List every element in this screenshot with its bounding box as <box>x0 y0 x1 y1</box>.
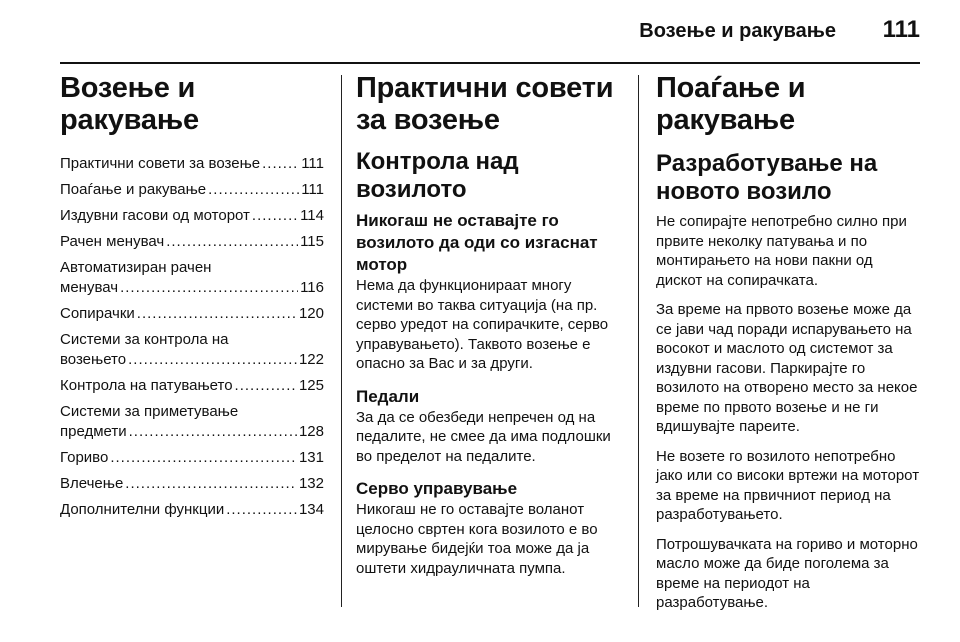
toc-entry-row <box>60 474 324 494</box>
toc-entry-page: 111 <box>301 181 324 198</box>
page-header <box>0 0 960 60</box>
toc-entry-row <box>60 350 324 370</box>
toc-leader-dots <box>129 422 297 442</box>
toc-leader-dots <box>208 180 299 200</box>
toc-entry[interactable] <box>60 258 324 298</box>
toc-entry-page: 125 <box>298 377 324 394</box>
column-divider-2 <box>638 75 639 607</box>
toc-entry[interactable] <box>60 474 324 494</box>
toc-entry-label-line: Системи за приметување <box>60 403 239 420</box>
toc-entry-row <box>60 422 324 442</box>
toc-entry[interactable] <box>60 232 324 252</box>
toc-entry[interactable] <box>60 376 324 396</box>
toc-entry-label: Гориво <box>60 449 109 466</box>
toc-entry-row <box>60 206 324 226</box>
paragraph-4: Потрошувачката на гориво и моторно масло може да биде поголема за време на периодот на разработување. <box>656 535 918 611</box>
toc-entry-row <box>60 180 324 200</box>
toc-leader-dots <box>125 474 297 494</box>
toc-entry-row <box>60 278 324 298</box>
toc-entry-label-line: Системи за контрола на <box>60 331 229 348</box>
heading-vehicle-control: Контрола над возилото <box>356 148 519 203</box>
toc-entry-row <box>60 304 324 324</box>
toc-entry[interactable] <box>60 500 324 520</box>
text-power-steering: Никогаш не го оставајте воланот целосно свртен кога возилото е во мирување бидејќи тоа може да ја оштети хидрауличната пумпа. <box>356 501 598 577</box>
toc-entry-row <box>60 448 324 468</box>
toc-entry-page: 128 <box>298 423 324 440</box>
running-title: Возење и ракување <box>639 20 836 42</box>
toc-entry-row <box>60 154 324 174</box>
toc-leader-dots <box>235 376 297 396</box>
text-engine-off: Нема да функционираат многу системи во таква ситуација (на пр. серво уредот на сопирачките, серво управувањето). Таквото возење е опасно за Вас и за други. <box>356 277 609 372</box>
toc-entry-page: 120 <box>298 305 324 322</box>
toc-entry-page: 122 <box>298 351 324 368</box>
paragraph-2: За време на првото возење може да се јави чад поради испарувањето на восокот и маслото од системот за издувни гасови. Паркирајте го возилото на отворено место за некое време по првото возење и не ги вдишувајте пареите. <box>656 301 918 435</box>
toc-entry-page: 116 <box>300 279 324 296</box>
toc-entry-row <box>60 500 324 520</box>
toc-entry-label: менувач <box>60 279 119 296</box>
toc-entry-label: Сопирачки <box>60 305 135 322</box>
toc-entry-page: 114 <box>300 207 324 224</box>
toc-leader-dots <box>110 448 297 468</box>
toc-entry[interactable] <box>60 330 324 370</box>
toc-entry[interactable] <box>60 448 324 468</box>
toc-entry-label: Практични совети за возење <box>60 155 261 172</box>
toc-leader-dots <box>128 350 297 370</box>
toc-entry-page: 131 <box>298 449 324 466</box>
toc-entry-label: Рачен менувач <box>60 233 165 250</box>
toc-leader-dots <box>226 500 297 520</box>
heading-power-steering: Серво управување <box>356 479 518 498</box>
toc-entry-page: 115 <box>300 233 324 250</box>
table-of-contents <box>60 154 324 520</box>
heading-pedals: Педали <box>356 386 420 406</box>
section-title-driving-tips: Практични совети за возење <box>356 72 614 136</box>
toc-column <box>60 72 324 526</box>
toc-entry[interactable] <box>60 180 324 200</box>
heading-running-in: Разработување на новото возило <box>656 150 878 205</box>
toc-entry-label-line: Автоматизиран рачен <box>60 259 212 276</box>
heading-engine-off: Никогаш не оставајте го возилото да оди со изгаснат мотор <box>356 211 598 274</box>
toc-leader-dots <box>166 232 298 252</box>
toc-entry-label: Дополнителни функции <box>60 501 225 518</box>
toc-entry-row <box>60 232 324 252</box>
toc-leader-dots <box>120 278 298 298</box>
chapter-title: Возење и ракување <box>60 72 199 136</box>
toc-entry-row <box>60 376 324 396</box>
header-divider <box>60 62 920 64</box>
paragraph-1: Не сопирајте непотребно силно при првите неколку патувања и по монтирањето на нови пакни од дискот на сопирачката. <box>656 213 907 289</box>
toc-entry[interactable] <box>60 402 324 442</box>
toc-entry-page: 111 <box>301 155 324 172</box>
toc-entry[interactable] <box>60 154 324 174</box>
toc-entry-label: Влечење <box>60 475 124 492</box>
toc-entry[interactable] <box>60 304 324 324</box>
toc-entry-label: Поаѓање и ракување <box>60 181 207 198</box>
toc-entry-label: Контрола на патувањето <box>60 377 233 394</box>
page-number: 111 <box>882 16 920 43</box>
column-divider-1 <box>341 75 342 607</box>
toc-leader-dots <box>262 154 299 174</box>
toc-leader-dots <box>252 206 298 226</box>
section-title-starting: Поаѓање и ракување <box>656 72 806 136</box>
paragraph-3: Не возете го возилото непотребно јако или со високи вртежи на моторот за време на првичниот период на разработувањето. <box>656 447 920 523</box>
driving-tips-column <box>356 72 624 588</box>
toc-entry-label: возењето <box>60 351 127 368</box>
text-pedals: За да се обезбеди непречен од на педалите, не смее да има подлошки во пределот на педалите. <box>356 408 611 465</box>
toc-entry-page: 134 <box>298 501 324 518</box>
toc-entry-page: 132 <box>298 475 324 492</box>
starting-column <box>656 72 922 623</box>
toc-leader-dots <box>137 304 297 324</box>
toc-entry[interactable] <box>60 206 324 226</box>
toc-entry-label: предмети <box>60 423 127 440</box>
toc-entry-label: Издувни гасови од моторот <box>60 207 250 224</box>
